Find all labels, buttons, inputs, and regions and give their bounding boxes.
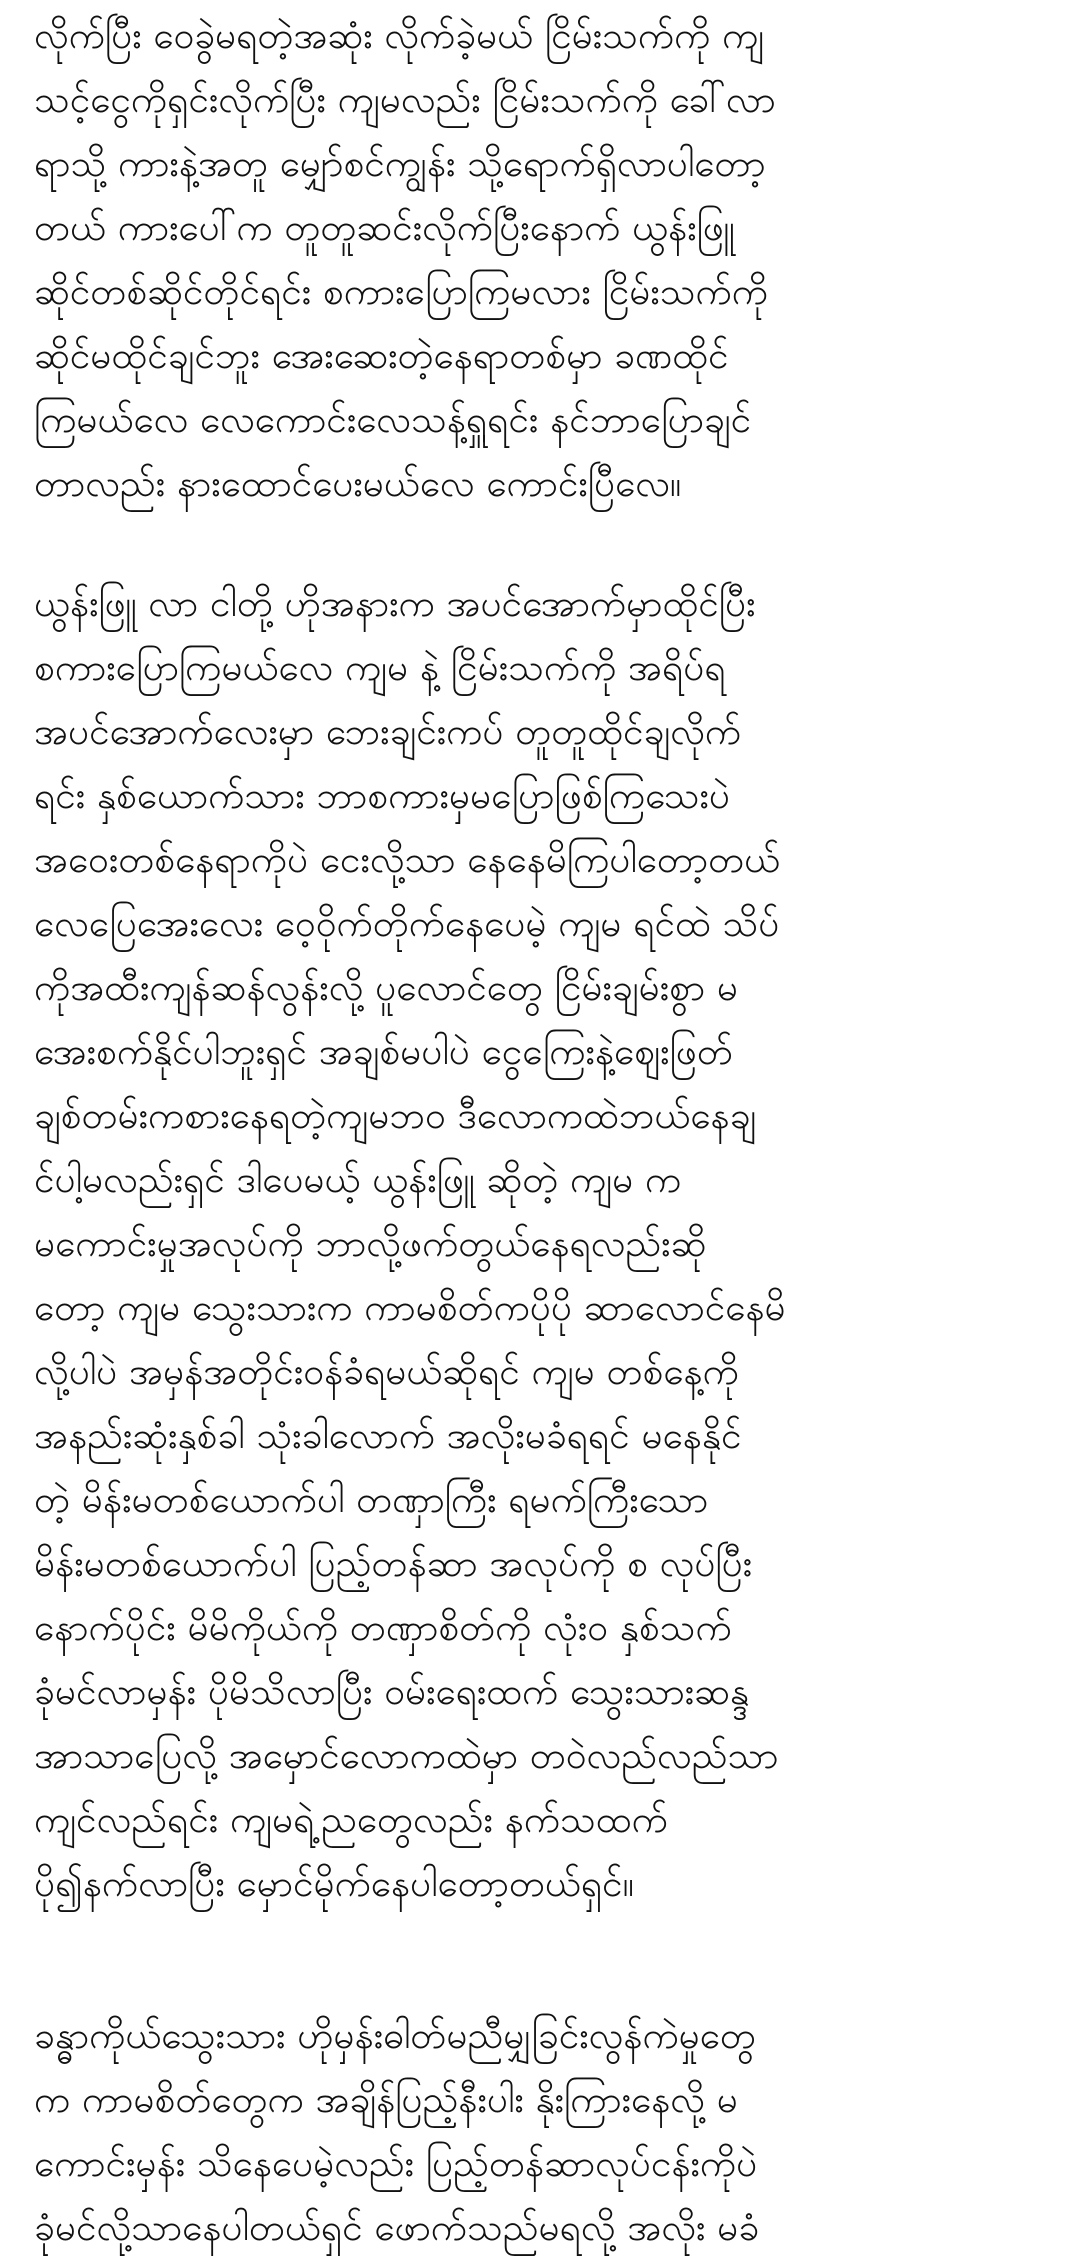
paragraph-2 (34, 572, 1046, 1916)
text-line: ရာသို့ ကားနဲ့အတူ မျှော်စင်ကျွန်း သို့ရောက်ရှိလာပါတော့ (34, 142, 766, 185)
text-line: င်ပါ့မလည်းရှင် ဒါပေမယ့် ယွန်းဖြူ ဆိုတဲ့ ကျမ က (34, 1158, 682, 1201)
text-line: စကားပြောကြမယ်လေ ကျမ နဲ့ ငြိမ်းသက်ကို အရိပ်ရ (34, 646, 726, 689)
text-line: လိုက်ပြီး ဝေခွဲမရတဲ့အဆုံး လိုက်ခဲ့မယ် ငြိမ်းသက်ကို ကျ (34, 14, 765, 57)
text-line: ကြမယ်လေ လေကောင်းလေသန့်ရှူရင်း နင်ဘာပြောချင် (34, 398, 752, 441)
text-line: ကျင်လည်ရင်း ကျမရဲ့ညတွေလည်း နက်သထက် (34, 1798, 668, 1841)
text-line: က ကာမစိတ်တွေက အချိန်ပြည့်နီးပါး နိုးကြားနေလို့ မ (34, 2078, 738, 2121)
text-line: ရင်း နှစ်ယောက်သား ဘာစကားမှမပြောဖြစ်ကြသေးပဲ (34, 774, 730, 817)
text-line: အပင်အောက်လေးမှာ ဘေးချင်းကပ် တူတူထိုင်ချလိုက် (34, 710, 742, 753)
text-line: အေးစက်နိုင်ပါဘူးရှင် အချစ်မပါပဲ ငွေကြေးနဲ့ဈေးဖြတ် (34, 1030, 733, 1073)
text-line: ဆိုင်တစ်ဆိုင်တိုင်ရင်း စကားပြောကြမလား ငြိမ်းသက်ကို (34, 270, 768, 313)
text-line: တဲ့ မိန်းမတစ်ယောက်ပါ တဏှာကြီး ရမက်ကြီးသော (34, 1478, 709, 1521)
text-line: ခုံမင်လို့သာနေပါတယ်ရှင် ဖောက်သည်မရလို့ အလိုး မခံ (34, 2206, 760, 2249)
text-line: ပို၍နက်လာပြီး မှောင်မိုက်နေပါတော့တယ်ရှင်။ (34, 1862, 634, 1905)
text-line: သင့်ငွေကိုရှင်းလိုက်ပြီး ကျမလည်း ငြိမ်းသက်ကို ခေါ်လာ (34, 78, 776, 121)
text-line: တယ် ကားပေါ်က တူတူဆင်းလိုက်ပြီးနောက် ယွန်းဖြူ (34, 206, 735, 249)
text-line: နောက်ပိုင်း မိမိကိုယ်ကို တဏှာစိတ်ကို လုံးဝ နှစ်သက် (34, 1606, 732, 1649)
paragraph-1 (34, 4, 1046, 516)
text-line: တော့ ကျမ သွေးသားက ကာမစိတ်ကပိုပို ဆာလောင်နေမိ (34, 1286, 786, 1329)
text-line: ကိုအထီးကျန်ဆန်လွန်းလို့ ပူလောင်တွေ ငြိမ်းချမ်းစွာ မ (34, 966, 739, 1009)
text-line: ချစ်တမ်းကစားနေရတဲ့ကျမဘဝ ဒီလောကထဲဘယ်နေချ (34, 1094, 757, 1137)
paragraph-3 (34, 2004, 1046, 2260)
text-line: အဝေးတစ်နေရာကိုပဲ ငေးလို့သာ နေနေမိကြပါတော့တယ် (34, 838, 781, 881)
text-line: တာလည်း နားထောင်ပေးမယ်လေ ကောင်းပြီလေ။ (34, 462, 682, 505)
text-line: ခုံမင်လာမှန်း ပိုမိသိလာပြီး ဝမ်းရေးထက် သွေးသားဆန္ဒ (34, 1670, 750, 1713)
text-line: ကောင်းမှန်း သိနေပေမဲ့လည်း ပြည့်တန်ဆာလုပ်ငန်းကိုပဲ (34, 2142, 758, 2185)
text-line: ယွန်းဖြူ လာ ငါတို့ ဟိုအနားက အပင်အောက်မှာထိုင်ပြီး (34, 582, 756, 625)
text-line: မိန်းမတစ်ယောက်ပါ ပြည့်တန်ဆာ အလုပ်ကို စ လုပ်ပြီး (34, 1542, 753, 1585)
text-line: လေပြေအေးလေး ဝေ့ဝိုက်တိုက်နေပေမဲ့ ကျမ ရင်ထဲ သိပ် (34, 902, 780, 945)
text-line: မကောင်းမှုအလုပ်ကို ဘာလို့ဖက်တွယ်နေရလည်းဆို (34, 1222, 707, 1265)
text-line: လို့ပါပဲ အမှန်အတိုင်းဝန်ခံရမယ်ဆိုရင် ကျမ တစ်နေ့ကို (34, 1350, 739, 1393)
text-line: ဆိုင်မထိုင်ချင်ဘူး အေးဆေးတဲ့နေရာတစ်မှာ ခဏထိုင် (34, 334, 729, 377)
text-line: အာသာပြေလို့ အမှောင်လောကထဲမှာ တဝဲလည်လည်သာ (34, 1734, 779, 1777)
text-line: အနည်းဆုံးနှစ်ခါ သုံးခါလောက် အလိုးမခံရရင် မနေနိုင် (34, 1414, 742, 1457)
text-line: ခန္ဓာကိုယ်သွေးသား ဟိုမှန်းဓါတ်မညီမျှခြင်းလွန်ကဲမှုတွေ (34, 2014, 756, 2057)
